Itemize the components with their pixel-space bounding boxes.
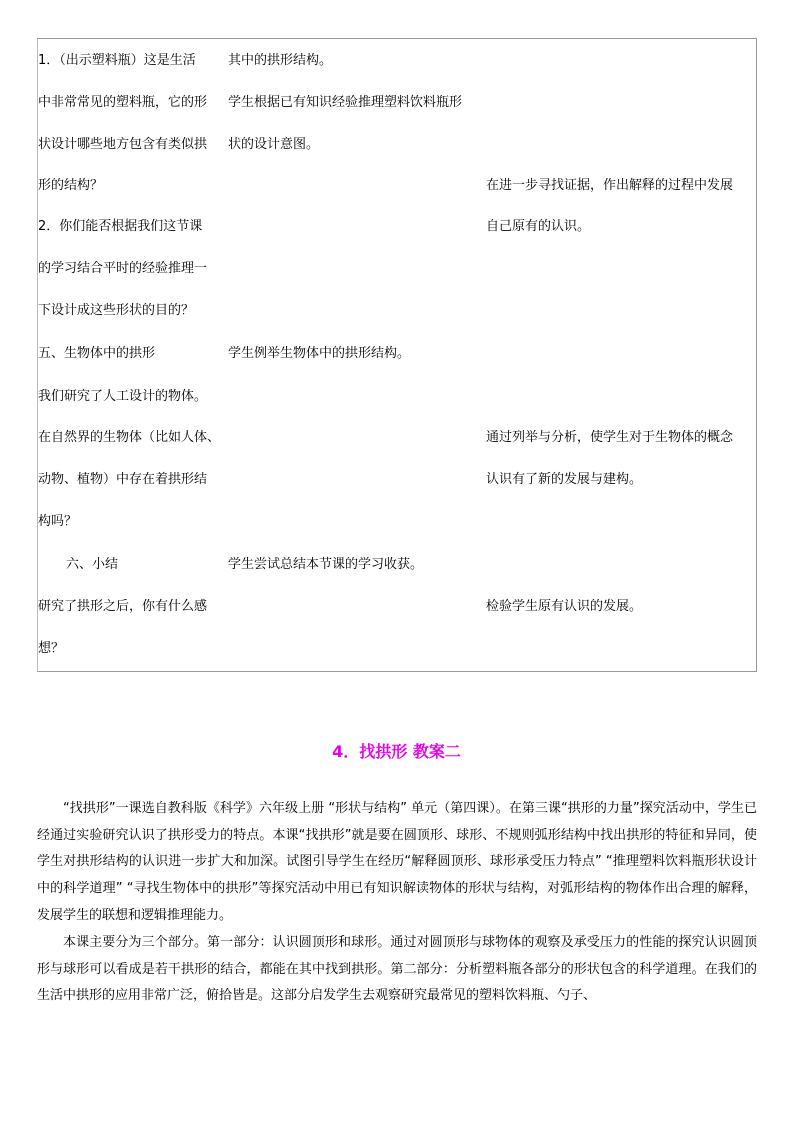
table-cell: 形的结构？ <box>38 178 104 193</box>
table-cell: 的学习结合平时的经验推理一 <box>38 261 208 276</box>
table-cell: 动物、植物）中存在着拱形结 <box>38 472 208 487</box>
paragraph-structure: 本课主要分为三个部分。第一部分：认识圆顶形和球形。通过对圆顶形与球物体的观察及承受压力的性能的探究认识圆顶形与球形可以看成是若干拱形的结合，都能在其中找到拱形。第二部分：分析塑料瓶各部分的形状包含的科学道理。在我们的生活中拱形的应用非常广泛，俯拾皆是。这部分启发学生去观察研究最常见的塑料饮料瓶、勺子、 <box>37 935 757 1004</box>
table-cell: 1．（出示塑料瓶）这是生活 <box>38 53 196 68</box>
section-title: 4．找拱形 教案二 <box>332 742 461 761</box>
table-cell: 中非常常见的塑料瓶，它的形 <box>38 95 208 110</box>
table-cell: 想？ <box>38 641 65 656</box>
table-cell: 学生例举生物体中的拱形结构。 <box>228 346 411 361</box>
table-cell: 五、生物体中的拱形 <box>38 346 156 361</box>
table-cell: 状的设计意图。 <box>228 137 320 152</box>
table-cell: 认识有了新的发展与建构。 <box>486 472 643 487</box>
table-cell: 学生根据已有知识经验推理塑料饮料瓶形 <box>228 95 463 110</box>
table-cell: 研究了拱形之后，你有什么感 <box>38 599 208 614</box>
paragraph-intro: “找拱形”一课选自教科版《科学》六年级上册 “形状与结构” 单元（第四课）。在第三课“拱形的力量”探究活动中，学生已经通过实验研究认识了拱形受力的特点。本课“找拱形”就是要在圆顶形、球形、不规则弧形结构中找出拱形的特征和异同，使学生对拱形结构的认识进一步扩大和加深。试图引导学生在经历“解释圆顶形、球形承受压力特点” “推理塑料饮料瓶形状设计中的科学道理” “寻找生物体中的拱形”等探究活动中用已有知识解读物体的形状与结构，对弧形结构的物体作出合理的解释，发展学生的联想和逻辑推理能力。 <box>37 801 757 923</box>
table-cell: 构吗？ <box>38 514 78 529</box>
table-cell: 自己原有的认识。 <box>486 219 591 234</box>
table-cell: 其中的拱形结构。 <box>228 53 333 68</box>
table-cell: 在进一步寻找证据，作出解释的过程中发展 <box>486 178 734 193</box>
table-cell: 通过列举与分析，使学生对于生物体的概念 <box>486 430 734 445</box>
table-cell: 学生尝试总结本节课的学习收获。 <box>228 557 424 572</box>
table-cell: 下设计成这些形状的目的？ <box>38 303 195 318</box>
table-cell: 我们研究了人工设计的物体。 <box>38 389 208 404</box>
table-cell: 检验学生原有认识的发展。 <box>486 599 643 614</box>
table-cell: 六、小结 <box>66 557 119 572</box>
table-cell: 2．你们能否根据我们这节课 <box>38 219 203 234</box>
table-cell: 在自然界的生物体（比如人体、 <box>38 430 221 445</box>
table-cell: 状设计哪些地方包含有类似拱 <box>38 137 208 152</box>
